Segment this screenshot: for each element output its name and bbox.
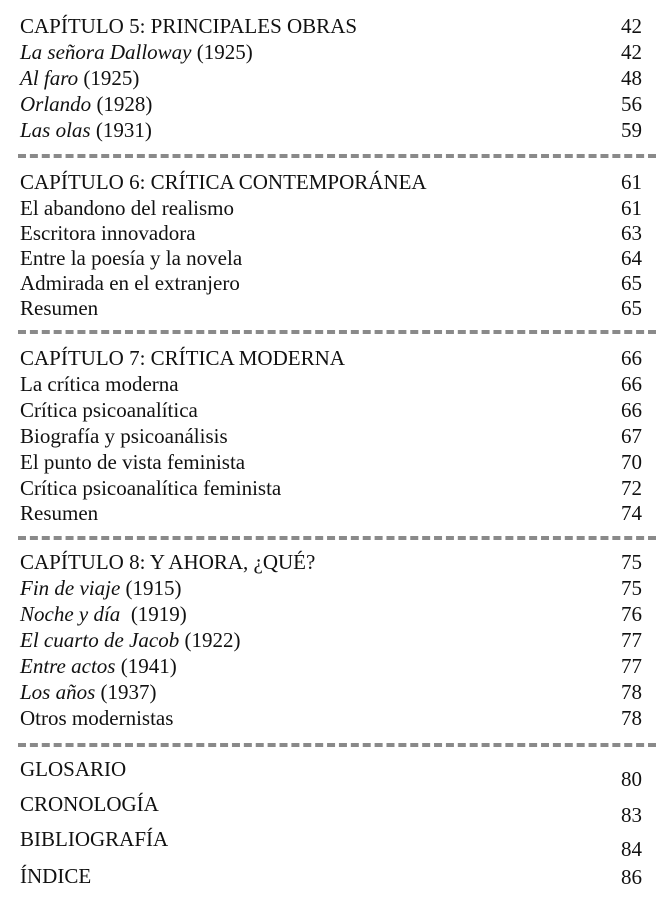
toc-entry-bibliography[interactable] [20, 826, 642, 861]
page-number: 80 [621, 767, 642, 791]
section-divider [18, 743, 656, 747]
work-title: Orlando [20, 92, 92, 116]
entry-title: BIBLIOGRAFÍA [20, 827, 169, 851]
toc-entry[interactable] [20, 245, 642, 271]
toc-entry[interactable] [20, 39, 642, 65]
page-number: 72 [621, 476, 642, 500]
entry-title: GLOSARIO [20, 757, 127, 781]
toc-entry[interactable] [20, 653, 642, 679]
toc-entry[interactable] [20, 679, 642, 705]
page-number: 83 [621, 803, 642, 827]
entry-title: Admirada en el extranjero [20, 271, 240, 295]
page-number: 64 [621, 246, 642, 270]
chapter-7-heading[interactable] [20, 345, 642, 371]
toc-entry[interactable] [20, 575, 642, 601]
toc-entry[interactable] [20, 601, 642, 627]
toc-entry[interactable] [20, 295, 642, 321]
work-title: Fin de viaje [20, 576, 121, 600]
toc-entry[interactable] [20, 220, 642, 246]
page-number: 42 [621, 14, 642, 38]
work-year: (1941) [115, 654, 177, 678]
work-title: Los años [20, 680, 96, 704]
entry-title: Otros modernistas [20, 706, 174, 730]
page-number: 66 [621, 398, 642, 422]
entry-title: Biografía y psicoanálisis [20, 424, 228, 448]
toc-entry[interactable] [20, 475, 642, 501]
toc-entry[interactable] [20, 270, 642, 296]
page-number: 70 [621, 450, 642, 474]
entry-title: El punto de vista feminista [20, 450, 246, 474]
work-year: (1922) [179, 628, 241, 652]
work-year: (1928) [91, 92, 153, 116]
toc-entry[interactable] [20, 195, 642, 221]
work-year: (1919) [120, 602, 187, 626]
work-year: (1915) [120, 576, 182, 600]
entry-title: Crítica psicoanalítica feminista [20, 476, 282, 500]
page-number: 48 [621, 66, 642, 90]
toc-entry[interactable] [20, 371, 642, 397]
toc-entry[interactable] [20, 117, 642, 143]
toc-entry-chronology[interactable] [20, 791, 642, 827]
page-number: 66 [621, 372, 642, 396]
entry-title: Resumen [20, 296, 99, 320]
page-number: 63 [621, 221, 642, 245]
page-number: 56 [621, 92, 642, 116]
page-number: 59 [621, 118, 642, 142]
work-year: (1925) [78, 66, 140, 90]
toc-entry[interactable] [20, 449, 642, 475]
work-year: (1931) [90, 118, 152, 142]
entry-title: Resumen [20, 501, 99, 525]
work-title: Al faro [20, 66, 79, 90]
chapter-title: CAPÍTULO 8: Y AHORA, ¿QUÉ? [20, 550, 316, 574]
page-number: 75 [621, 550, 642, 574]
work-title: Noche y día [20, 602, 121, 626]
chapter-6-heading[interactable] [20, 169, 642, 195]
section-divider [18, 154, 656, 158]
page-number: 78 [621, 680, 642, 704]
toc-entry[interactable] [20, 91, 642, 117]
work-title: La señora Dalloway [20, 40, 192, 64]
toc-entry[interactable] [20, 423, 642, 449]
entry-title: Crítica psicoanalítica [20, 398, 198, 422]
section-divider [18, 330, 656, 334]
entry-title: CRONOLOGÍA [20, 792, 159, 816]
page-number: 84 [621, 837, 642, 861]
work-title: Entre actos [20, 654, 116, 678]
page-number: 86 [621, 865, 642, 889]
page-number: 74 [621, 501, 642, 525]
toc-entry[interactable] [20, 397, 642, 423]
work-year: (1937) [95, 680, 157, 704]
toc-entry[interactable] [20, 65, 642, 91]
page-number: 67 [621, 424, 642, 448]
page-number: 61 [621, 170, 642, 194]
page-number: 78 [621, 706, 642, 730]
entry-title: La crítica moderna [20, 372, 179, 396]
page-number: 61 [621, 196, 642, 220]
page-number: 65 [621, 271, 642, 295]
chapter-title: CAPÍTULO 7: CRÍTICA MODERNA [20, 346, 345, 370]
page-number: 66 [621, 346, 642, 370]
toc-entry[interactable] [20, 627, 642, 653]
chapter-title: CAPÍTULO 6: CRÍTICA CONTEMPORÁNEA [20, 170, 427, 194]
section-divider [18, 536, 656, 540]
entry-title: ÍNDICE [20, 864, 92, 888]
chapter-8-heading[interactable] [20, 549, 642, 575]
page-number: 76 [621, 602, 642, 626]
entry-title: El abandono del realismo [20, 196, 235, 220]
page-number: 77 [621, 628, 642, 652]
toc-entry[interactable] [20, 500, 642, 526]
work-title: El cuarto de Jacob [20, 628, 180, 652]
page-number: 42 [621, 40, 642, 64]
toc-entry-glossary[interactable] [20, 756, 642, 791]
work-title: Las olas [20, 118, 91, 142]
toc-entry[interactable] [20, 705, 642, 731]
work-year: (1925) [191, 40, 253, 64]
page-number: 75 [621, 576, 642, 600]
chapter-5-heading[interactable] [20, 13, 642, 39]
chapter-title: CAPÍTULO 5: PRINCIPALES OBRAS [20, 14, 358, 38]
page-number: 77 [621, 654, 642, 678]
entry-title: Entre la poesía y la novela [20, 246, 243, 270]
page-number: 65 [621, 296, 642, 320]
entry-title: Escritora innovadora [20, 221, 196, 245]
toc-entry-index[interactable] [20, 863, 642, 893]
